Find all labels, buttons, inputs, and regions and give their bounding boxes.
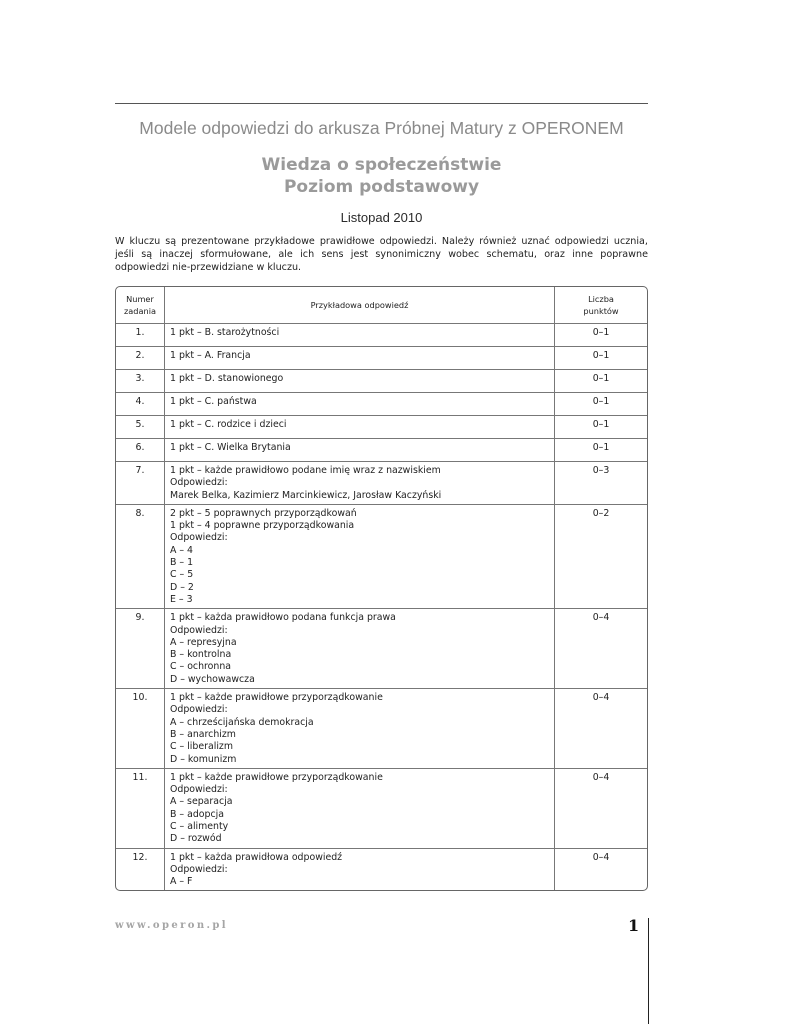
subject-heading	[115, 154, 648, 198]
points-range: 0–1	[555, 439, 648, 462]
table-row	[116, 439, 647, 462]
answer-line: 1 pkt – 4 poprawne przyporządkowania	[170, 520, 355, 532]
points-range: 0–4	[555, 689, 648, 769]
table-row	[116, 370, 647, 393]
task-number: 10.	[116, 689, 165, 769]
header-points-line1: Liczba	[588, 294, 614, 304]
points-range: 0–4	[555, 768, 648, 848]
table-header-row	[116, 287, 647, 324]
document-title: Modele odpowiedzi do arkusza Próbnej Matury z OPERONEM	[139, 118, 624, 138]
answer-cell	[165, 393, 555, 416]
answer-cell	[165, 848, 555, 891]
header-points	[555, 287, 648, 324]
answer-line: Odpowiedzi:	[170, 863, 228, 875]
page-number: 1	[628, 916, 640, 935]
header-number-line1: Numer	[126, 294, 154, 304]
footer-divider	[648, 918, 649, 1024]
task-number: 1.	[116, 324, 165, 347]
answer-line: A – F	[170, 876, 193, 888]
task-number: 2.	[116, 347, 165, 370]
answer-cell	[165, 370, 555, 393]
answer-line: 1 pkt – każda prawidłowa odpowiedź	[170, 851, 343, 863]
answer-line: 1 pkt – C. rodzice i dzieci	[170, 419, 287, 430]
table-row	[116, 462, 647, 505]
answer-line: C – alimenty	[170, 821, 229, 833]
answer-line: D – rozwód	[170, 833, 222, 845]
answer-line: 1 pkt – B. starożytności	[170, 327, 280, 338]
answer-line: 1 pkt – każde prawidłowo podane imię wraz z nazwiskiem	[170, 465, 441, 476]
task-number: 11.	[116, 768, 165, 848]
answer-cell	[165, 416, 555, 439]
answer-cell	[165, 504, 555, 608]
answer-cell	[165, 439, 555, 462]
header-answer: Przykładowa odpowiedź	[165, 287, 555, 324]
answer-line	[170, 889, 549, 892]
answer-line: C – 5	[170, 569, 194, 581]
table-row	[116, 393, 647, 416]
footer-url: www.operon.pl	[115, 920, 229, 931]
points-range: 0–3	[555, 462, 648, 505]
answer-line: Odpowiedzi:	[170, 784, 228, 796]
table-row	[116, 609, 647, 689]
intro-paragraph: W kluczu są prezentowane przykładowe prawidłowe odpowiedzi. Należy również uznać odpowiedzi ucznia, jeśli są inaczej sformułowane, ale ich sens jest synonimiczny wobec schematu, oraz inne poprawne odpowiedzi nie-przewidziane w kluczu.	[115, 236, 648, 273]
exam-date: Listopad 2010	[340, 210, 423, 225]
answer-line: A – represyjna	[170, 636, 237, 648]
answer-cell	[165, 462, 555, 505]
answer-line: Odpowiedzi:	[170, 704, 228, 716]
points-range: 0–1	[555, 393, 648, 416]
points-range: 0–4	[555, 609, 648, 689]
table-row	[116, 347, 647, 370]
answer-line: B – kontrolna	[170, 649, 232, 661]
answer-line: 1 pkt – D. stanowionego	[170, 373, 284, 384]
answer-line: 1 pkt – każda prawidłowo podana funkcja prawa	[170, 612, 396, 624]
header-points-line2: punktów	[583, 306, 619, 316]
answer-line: Marek Belka, Kazimierz Marcinkiewicz, Jarosław Kaczyński	[170, 489, 442, 501]
answer-line: A – chrześcijańska demokracja	[170, 716, 314, 728]
table-row	[116, 689, 647, 769]
answer-line: Odpowiedzi:	[170, 624, 228, 636]
subject-name: Wiedza o społeczeństwie	[261, 155, 502, 175]
points-range: 0–4	[555, 848, 648, 891]
points-range: 0–1	[555, 370, 648, 393]
answer-line: C – ochronna	[170, 661, 232, 673]
header-number-line2: zadania	[123, 306, 156, 316]
points-range: 0–1	[555, 324, 648, 347]
answer-line: Odpowiedzi:	[170, 532, 228, 544]
answer-line: 1 pkt – C. państwa	[170, 396, 257, 407]
task-number: 7.	[116, 462, 165, 505]
answer-key-table	[115, 286, 648, 891]
task-number: 8.	[116, 504, 165, 608]
header-task-number	[116, 287, 165, 324]
task-number: 4.	[116, 393, 165, 416]
table-row	[116, 324, 647, 347]
table-row	[116, 848, 647, 891]
points-range: 0–1	[555, 347, 648, 370]
table-row	[116, 504, 647, 608]
answer-line: D – wychowawcza	[170, 673, 255, 685]
task-number: 5.	[116, 416, 165, 439]
answer-line: E – 3	[170, 593, 193, 605]
answer-line: 1 pkt – każde prawidłowe przyporządkowanie	[170, 771, 383, 783]
answer-line: D – komunizm	[170, 753, 237, 765]
task-number: 12.	[116, 848, 165, 891]
table-row	[116, 768, 647, 848]
answer-line: D – 2	[170, 581, 194, 593]
subject-level: Poziom podstawowy	[283, 177, 480, 197]
table-row	[116, 416, 647, 439]
answer-cell	[165, 324, 555, 347]
answer-line: 1 pkt – A. Francja	[170, 350, 251, 361]
answer-line: C – liberalizm	[170, 741, 233, 753]
answer-cell	[165, 609, 555, 689]
answer-line: 2 pkt – 5 poprawnych przyporządkowań	[170, 507, 357, 519]
task-number: 3.	[116, 370, 165, 393]
answer-line: B – adopcja	[170, 808, 224, 820]
top-rule	[115, 103, 648, 104]
answer-cell	[165, 347, 555, 370]
answer-line: Odpowiedzi:	[170, 477, 228, 489]
answer-line: B – anarchizm	[170, 728, 236, 740]
points-range: 0–2	[555, 504, 648, 608]
answer-line: B – 1	[170, 557, 194, 569]
answer-line: 1 pkt – każde prawidłowe przyporządkowanie	[170, 692, 383, 704]
task-number: 9.	[116, 609, 165, 689]
answer-cell	[165, 689, 555, 769]
answer-line: 1 pkt – C. Wielka Brytania	[170, 442, 291, 453]
answer-line: A – 4	[170, 544, 194, 556]
task-number: 6.	[116, 439, 165, 462]
answer-cell	[165, 768, 555, 848]
answer-line: A – separacja	[170, 796, 233, 808]
points-range: 0–1	[555, 416, 648, 439]
